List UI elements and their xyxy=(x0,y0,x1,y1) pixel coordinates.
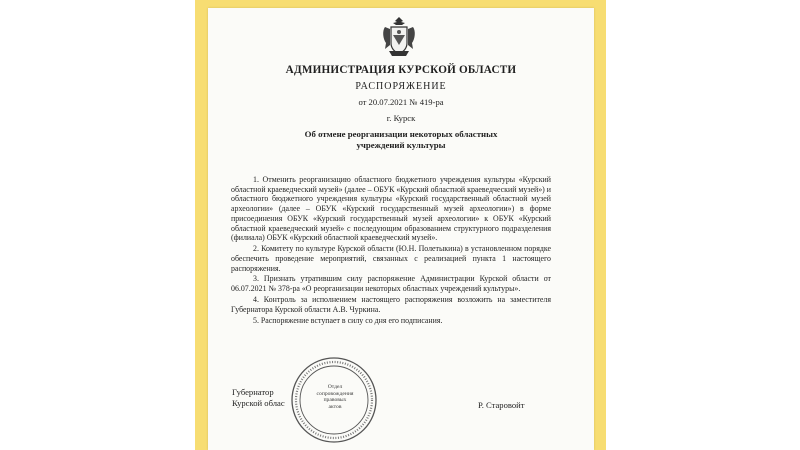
title-line-1: Об отмене реорганизации некоторых областных xyxy=(304,129,498,139)
title-line-2: учреждений культуры xyxy=(356,140,446,150)
paragraph-5: 5. Распоряжение вступает в силу со дня его подписания. xyxy=(253,315,443,325)
document-date-number: от 20.07.2021 № 419-ра xyxy=(358,97,444,107)
stamp-line-1: Отдел xyxy=(327,384,343,390)
paragraph-3: 3. Признать утратившим силу распоряжение Администрации Курской области от 06.07.2021 № 378-ра «О реорганизации некоторых областных учреждений культуры». xyxy=(231,274,551,294)
signer-title-line-2: Курской облас xyxy=(232,397,285,408)
stamp-line-3: правовых xyxy=(323,397,347,404)
paragraph-2: 2. Комитету по культуре Курской области (Ю.Н. Полетыкина) в установленном порядке обеспечить проведение мероприятий, связанных с реализацией пункта 1 настоящего распоряжения. xyxy=(231,244,551,273)
paragraph-4: 4. Контроль за исполнением настоящего распоряжения возложить на заместителя Губернатора Курской области А.В. Чуркина. xyxy=(231,295,551,314)
signer-title-line-1: Губернатор xyxy=(232,387,274,397)
document-city: г. Курск xyxy=(386,113,416,123)
signer-title xyxy=(232,387,285,408)
document-title xyxy=(208,129,594,151)
stamp-line-4: актов xyxy=(328,403,342,410)
document-page xyxy=(208,8,594,450)
signer-name: Р. Старовойт xyxy=(478,400,525,410)
paragraph-1: 1. Отменить реорганизацию областного бюджетного учреждения культуры «Курский областной краеведческий музей» (далее – ОБУК «Курский областной краеведческий музей») и областного бюджетного учреждения культуры «Курский государственный областной музей археологии» (далее – ОБУК «Курский государственный музей археологии») в форме присоединения ОБУК «Курский государственный музей археологии» к ОБУК «Курский областной краеведческий музей» с последующим образованием структурного подразделения (филиала) ОБУК «Курский областной краеведческий музей». xyxy=(231,175,551,243)
coat-of-arms-icon xyxy=(381,15,417,60)
stamp-line-2: сопровождения xyxy=(316,390,354,397)
document-body xyxy=(231,175,551,326)
agency-name: АДМИНИСТРАЦИЯ КУРСКОЙ ОБЛАСТИ xyxy=(285,64,517,76)
stamp-text xyxy=(310,384,360,410)
document-type: РАСПОРЯЖЕНИЕ xyxy=(355,81,447,92)
